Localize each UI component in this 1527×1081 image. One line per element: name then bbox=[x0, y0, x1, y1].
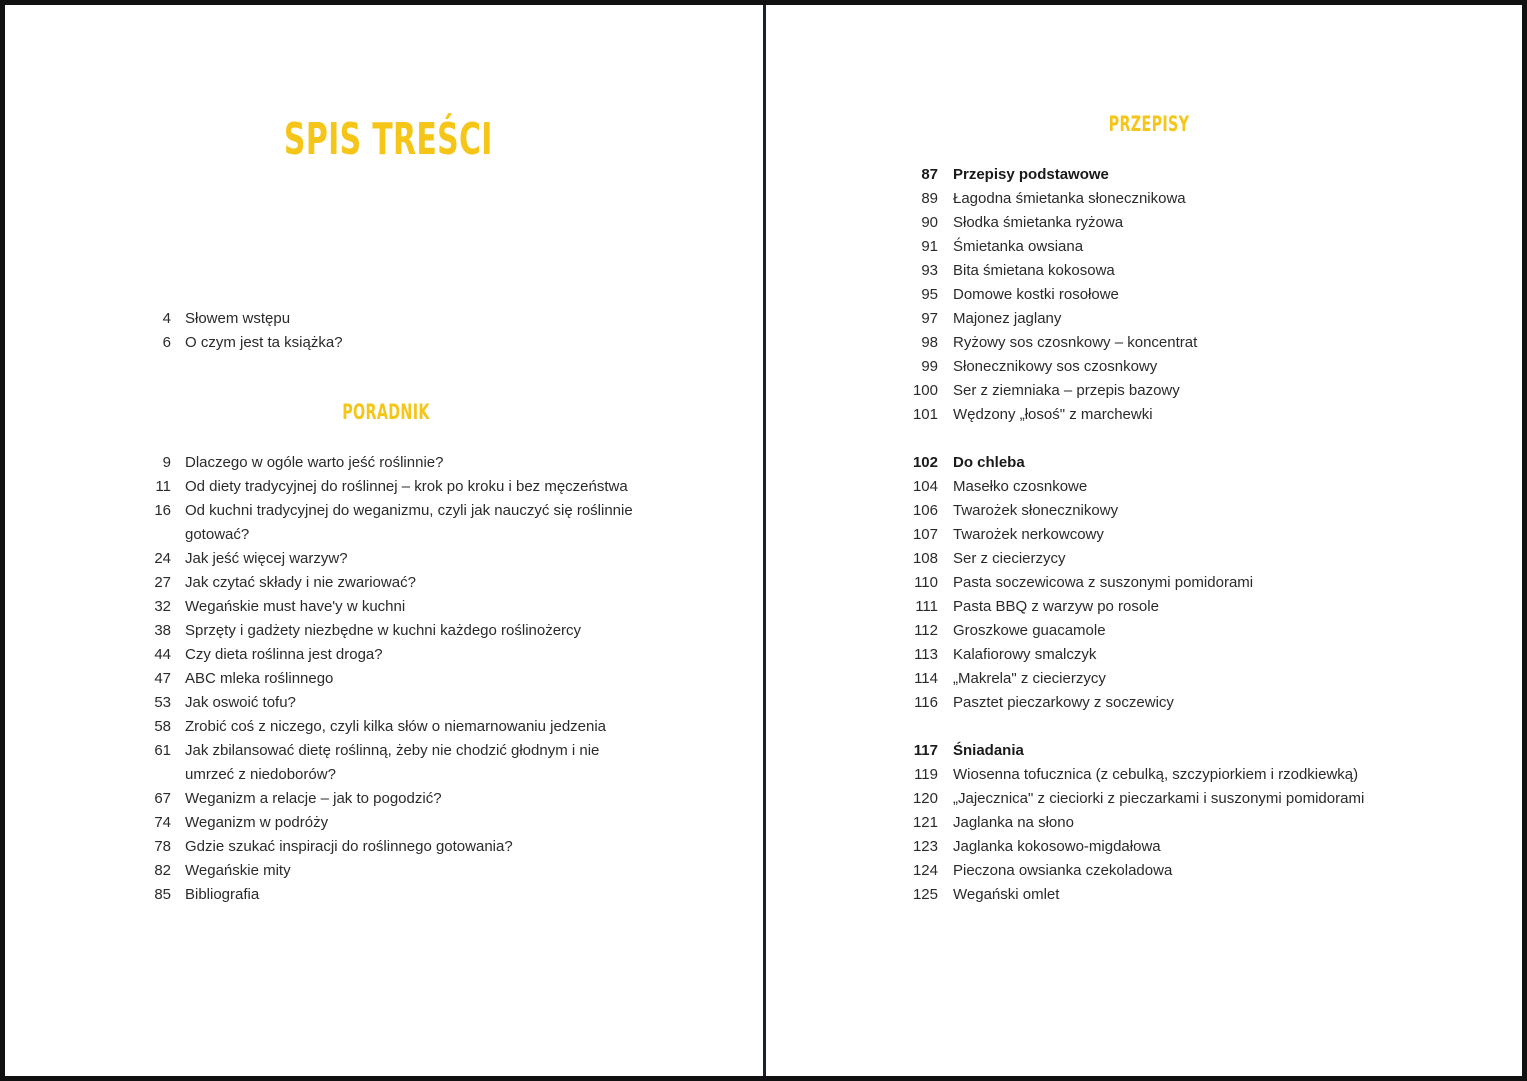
toc-entry[interactable] bbox=[906, 811, 1373, 835]
toc-entry-title: Słonecznikowy sos czosnkowy bbox=[953, 358, 1158, 375]
page-title: SPIS TREŚCI bbox=[283, 114, 493, 165]
toc-page-number: 97 bbox=[921, 310, 938, 327]
toc-page-number: 101 bbox=[912, 406, 938, 423]
toc-entry-title: Pieczona owsianka czekoladowa bbox=[953, 862, 1173, 879]
toc-entry-title: Wędzony „łosoś" z marchewki bbox=[953, 406, 1153, 423]
toc-entry[interactable] bbox=[906, 859, 1373, 883]
toc-page-number: 116 bbox=[914, 694, 938, 711]
toc-page-number: 121 bbox=[912, 814, 938, 831]
toc-page-number: 44 bbox=[154, 646, 171, 663]
toc-page-number: 85 bbox=[154, 886, 171, 903]
toc-page-number: 11 bbox=[155, 478, 171, 495]
toc-page-number: 74 bbox=[154, 814, 171, 831]
toc-entry[interactable] bbox=[906, 667, 1373, 691]
toc-entry[interactable] bbox=[906, 499, 1373, 523]
toc-entry[interactable] bbox=[151, 643, 635, 667]
toc-entry-title: Od diety tradycyjnej do roślinnej – krok po kroku i bez męczeństwa bbox=[185, 478, 628, 495]
toc-entry[interactable] bbox=[906, 187, 1373, 211]
toc-page-number: 107 bbox=[912, 526, 938, 543]
toc-page-number: 106 bbox=[912, 502, 938, 519]
toc-entry-title: Śniadania bbox=[953, 742, 1024, 759]
toc-entry[interactable] bbox=[151, 595, 635, 619]
toc-page-number: 53 bbox=[154, 694, 171, 711]
toc-entry-title: Wegańskie mity bbox=[185, 862, 291, 879]
toc-entry[interactable] bbox=[906, 619, 1373, 643]
toc-entry-title: Bita śmietana kokosowa bbox=[953, 262, 1115, 279]
toc-page-number: 108 bbox=[912, 550, 938, 567]
toc-page-number: 112 bbox=[914, 622, 938, 639]
toc-entry[interactable] bbox=[151, 691, 635, 715]
toc-entry-title: Jaglanka kokosowo-migdałowa bbox=[953, 838, 1161, 855]
toc-page-number: 123 bbox=[912, 838, 938, 855]
toc-entry-title: Śmietanka owsiana bbox=[953, 238, 1084, 255]
toc-entry-title: „Makrela" z ciecierzycy bbox=[953, 670, 1106, 687]
toc-page-number: 120 bbox=[912, 790, 938, 807]
toc-entry[interactable] bbox=[151, 859, 635, 883]
toc-entry-title: ABC mleka roślinnego bbox=[185, 670, 334, 687]
toc-page-number: 125 bbox=[912, 886, 938, 903]
toc-entry[interactable] bbox=[151, 739, 635, 787]
toc-entry-title: Łagodna śmietanka słonecznikowa bbox=[953, 190, 1186, 207]
toc-entry-title: Weganizm a relacje – jak to pogodzić? bbox=[185, 790, 442, 807]
toc-entry-title: Przepisy podstawowe bbox=[953, 166, 1109, 183]
toc-group-heading[interactable] bbox=[906, 451, 1373, 475]
przepisy-toc-list bbox=[906, 163, 1373, 907]
toc-group-heading[interactable] bbox=[906, 163, 1373, 187]
toc-page-number: 104 bbox=[912, 478, 938, 495]
toc-entry-title: Bibliografia bbox=[185, 886, 260, 903]
toc-entry[interactable] bbox=[151, 667, 635, 691]
toc-page-number: 90 bbox=[921, 214, 938, 231]
toc-entry-title: Czy dieta roślinna jest droga? bbox=[185, 646, 383, 663]
toc-entry-title: Jak oswoić tofu? bbox=[185, 694, 296, 711]
toc-page-number: 113 bbox=[914, 646, 938, 663]
toc-entry-title: Od kuchni tradycyjnej do weganizmu, czyli jak nauczyć się roślinnie gotować? bbox=[185, 502, 633, 543]
toc-entry[interactable] bbox=[151, 547, 635, 571]
toc-entry-title: Słodka śmietanka ryżowa bbox=[953, 214, 1124, 231]
toc-entry[interactable] bbox=[151, 619, 635, 643]
toc-entry-title: Ser z ciecierzycy bbox=[953, 550, 1066, 567]
poradnik-toc-list bbox=[151, 451, 635, 907]
toc-entry-title: Słowem wstępu bbox=[185, 310, 291, 327]
toc-entry-title: Twarożek słonecznikowy bbox=[953, 502, 1119, 519]
toc-entry-title: Jak jeść więcej warzyw? bbox=[185, 550, 348, 567]
toc-entry[interactable] bbox=[151, 787, 635, 811]
toc-entry-title: Zrobić coś z niczego, czyli kilka słów o niemarnowaniu jedzenia bbox=[185, 718, 607, 735]
toc-entry[interactable] bbox=[151, 451, 635, 475]
toc-entry-title: Pasta soczewicowa z suszonymi pomidorami bbox=[953, 574, 1254, 591]
toc-page-number: 4 bbox=[162, 310, 171, 327]
toc-entry-title: Jak zbilansować dietę roślinną, żeby nie chodzić głodnym i nie umrzeć z niedoborów? bbox=[185, 742, 600, 783]
toc-entry[interactable] bbox=[151, 331, 635, 355]
toc-entry-title: Wiosenna tofucznica (z cebulką, szczypiorkiem i rzodkiewką) bbox=[953, 766, 1359, 783]
toc-entry[interactable] bbox=[906, 403, 1373, 427]
toc-page-number: 91 bbox=[921, 238, 938, 255]
toc-entry-title: O czym jest ta książka? bbox=[185, 334, 343, 351]
toc-entry[interactable] bbox=[906, 547, 1373, 571]
toc-page-number: 114 bbox=[914, 670, 938, 687]
toc-entry[interactable] bbox=[906, 331, 1373, 355]
toc-entry[interactable] bbox=[906, 835, 1373, 859]
toc-page-number: 78 bbox=[154, 838, 171, 855]
toc-page-number: 110 bbox=[914, 574, 938, 591]
toc-entry[interactable] bbox=[151, 883, 635, 907]
toc-page-number: 9 bbox=[162, 454, 171, 471]
toc-entry[interactable] bbox=[906, 211, 1373, 235]
toc-entry-title: Majonez jaglany bbox=[953, 310, 1062, 327]
toc-entry[interactable] bbox=[906, 787, 1373, 811]
toc-page-number: 82 bbox=[154, 862, 171, 879]
right-page bbox=[766, 5, 1522, 1076]
toc-entry-title: Ser z ziemniaka – przepis bazowy bbox=[953, 382, 1180, 399]
toc-entry-title: Jaglanka na słono bbox=[953, 814, 1074, 831]
toc-page-number: 32 bbox=[154, 598, 171, 615]
toc-entry[interactable] bbox=[906, 571, 1373, 595]
toc-entry[interactable] bbox=[906, 307, 1373, 331]
toc-group-heading[interactable] bbox=[906, 739, 1373, 763]
toc-page-number: 95 bbox=[921, 286, 938, 303]
toc-page-number: 38 bbox=[154, 622, 171, 639]
toc-entry-title: Wegańskie must have'y w kuchni bbox=[185, 598, 406, 615]
toc-page-number: 100 bbox=[912, 382, 938, 399]
toc-page-number: 89 bbox=[921, 190, 938, 207]
toc-entry-title: Weganizm w podróży bbox=[185, 814, 329, 831]
toc-entry-title: Pasztet pieczarkowy z soczewicy bbox=[953, 694, 1174, 711]
toc-page-number: 93 bbox=[921, 262, 938, 279]
toc-page-number: 61 bbox=[154, 742, 171, 759]
toc-entry-title: Do chleba bbox=[953, 454, 1025, 471]
left-page bbox=[5, 5, 763, 1076]
toc-entry-title: Pasta BBQ z warzyw po rosole bbox=[953, 598, 1159, 615]
toc-page-number: 27 bbox=[154, 574, 171, 591]
toc-entry-title: Sprzęty i gadżety niezbędne w kuchni każdego roślinożercy bbox=[185, 622, 582, 639]
toc-page-number: 24 bbox=[154, 550, 171, 567]
toc-page-number: 119 bbox=[914, 766, 938, 783]
toc-entry-title: Ryżowy sos czosnkowy – koncentrat bbox=[953, 334, 1198, 351]
toc-entry[interactable] bbox=[906, 523, 1373, 547]
section-title-poradnik: PORADNIK bbox=[342, 400, 430, 424]
toc-entry[interactable] bbox=[151, 571, 635, 595]
toc-page-number: 98 bbox=[921, 334, 938, 351]
toc-entry[interactable] bbox=[906, 259, 1373, 283]
toc-page-number: 99 bbox=[921, 358, 938, 375]
toc-entry-title: Dlaczego w ogóle warto jeść roślinnie? bbox=[185, 454, 444, 471]
toc-entry[interactable] bbox=[906, 283, 1373, 307]
toc-entry[interactable] bbox=[151, 499, 635, 547]
toc-entry[interactable] bbox=[906, 691, 1373, 715]
toc-page-number: 111 bbox=[915, 598, 938, 615]
toc-entry-title: Domowe kostki rosołowe bbox=[953, 286, 1119, 303]
toc-page-number: 87 bbox=[921, 166, 938, 183]
toc-entry[interactable] bbox=[151, 475, 635, 499]
toc-entry-title: „Jajecznica" z cieciorki z pieczarkami i suszonymi pomidorami bbox=[953, 790, 1365, 807]
toc-entry-title: Twarożek nerkowcowy bbox=[953, 526, 1104, 543]
toc-entry[interactable] bbox=[906, 379, 1373, 403]
toc-entry[interactable] bbox=[906, 355, 1373, 379]
toc-page-number: 117 bbox=[913, 742, 938, 759]
toc-page-number: 102 bbox=[912, 454, 938, 471]
toc-entry-title: Kalafiorowy smalczyk bbox=[953, 646, 1097, 663]
toc-entry[interactable] bbox=[151, 811, 635, 835]
toc-entry[interactable] bbox=[151, 835, 635, 859]
toc-entry[interactable] bbox=[906, 595, 1373, 619]
toc-entry[interactable] bbox=[906, 643, 1373, 667]
toc-page-number: 47 bbox=[154, 670, 171, 687]
intro-toc-list bbox=[151, 307, 635, 355]
toc-page-number: 67 bbox=[154, 790, 171, 807]
toc-entry-title: Jak czytać składy i nie zwariować? bbox=[185, 574, 416, 591]
toc-entry[interactable] bbox=[906, 235, 1373, 259]
toc-page-number: 58 bbox=[154, 718, 171, 735]
toc-entry-title: Gdzie szukać inspiracji do roślinnego gotowania? bbox=[185, 838, 513, 855]
toc-entry-title: Groszkowe guacamole bbox=[953, 622, 1106, 639]
toc-entry-title: Wegański omlet bbox=[953, 886, 1060, 903]
toc-entry[interactable] bbox=[906, 475, 1373, 499]
toc-page-number: 16 bbox=[154, 502, 171, 519]
toc-entry[interactable] bbox=[151, 307, 635, 331]
toc-entry[interactable] bbox=[906, 883, 1373, 907]
toc-entry-title: Masełko czosnkowe bbox=[953, 478, 1088, 495]
toc-entry[interactable] bbox=[906, 763, 1373, 787]
toc-entry[interactable] bbox=[151, 715, 635, 739]
section-title-przepisy: PRZEPISY bbox=[1108, 112, 1190, 136]
toc-page-number: 124 bbox=[912, 862, 938, 879]
toc-page-number: 6 bbox=[162, 334, 171, 351]
